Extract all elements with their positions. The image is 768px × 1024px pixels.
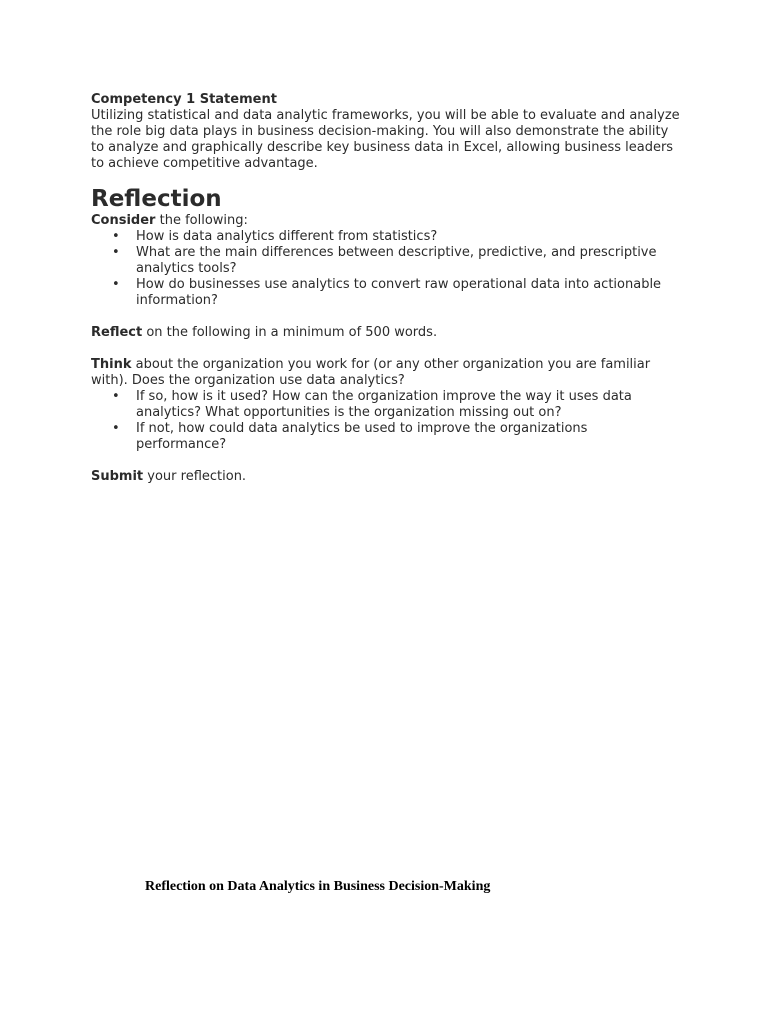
submit-bold: Submit	[91, 469, 144, 484]
consider-bold: Consider	[91, 213, 156, 228]
spacer	[91, 341, 681, 357]
competency-heading: Competency 1 Statement	[91, 92, 277, 107]
submit-text: your reflection.	[143, 469, 247, 484]
list-item-text: How is data analytics different from statistics?	[136, 229, 438, 244]
bullet-icon: •	[112, 245, 120, 260]
competency-statement: Utilizing statistical and data analytic frameworks, you will be able to evaluate and analyze the role big data plays in business decision-making. You will also demonstrate the ability to analyze and graphically describe key business data in Excel, allowing business leaders to achieve competitive advantage.	[91, 108, 680, 171]
bullet-icon: •	[112, 421, 120, 436]
consider-paragraph	[91, 213, 681, 229]
essay-title: Reflection on Data Analytics in Business Decision-Making	[145, 879, 491, 894]
list-item	[91, 229, 681, 245]
think-list	[91, 389, 681, 453]
submit-paragraph	[91, 469, 681, 485]
consider-list	[91, 229, 681, 309]
reflect-text: on the following in a minimum of 500 words.	[142, 325, 438, 340]
think-text: about the organization you work for (or any other organization you are familiar with). Does the organization use data analytics?	[91, 357, 651, 388]
think-paragraph	[91, 357, 681, 389]
think-bold: Think	[91, 357, 132, 372]
reflect-bold: Reflect	[91, 325, 143, 340]
list-item	[91, 245, 681, 277]
bullet-icon: •	[112, 229, 120, 244]
list-item-text: If not, how could data analytics be used to improve the organizations performance?	[136, 421, 588, 452]
list-item-text: What are the main differences between descriptive, predictive, and prescriptive analytics tools?	[136, 245, 657, 276]
list-item	[91, 277, 681, 309]
assignment-instructions	[91, 92, 681, 485]
list-item-text: If so, how is it used? How can the organization improve the way it uses data analytics? What opportunities is the organization missing out on?	[136, 389, 632, 420]
bullet-icon: •	[112, 389, 120, 404]
spacer	[91, 453, 681, 469]
list-item-text: How do businesses use analytics to convert raw operational data into actionable information?	[136, 277, 662, 308]
consider-text: the following:	[155, 213, 248, 228]
list-item	[91, 389, 681, 421]
reflect-paragraph	[91, 325, 681, 341]
list-item	[91, 421, 681, 453]
reflection-heading: Reflection	[91, 186, 222, 212]
bullet-icon: •	[112, 277, 120, 292]
spacer	[91, 309, 681, 325]
